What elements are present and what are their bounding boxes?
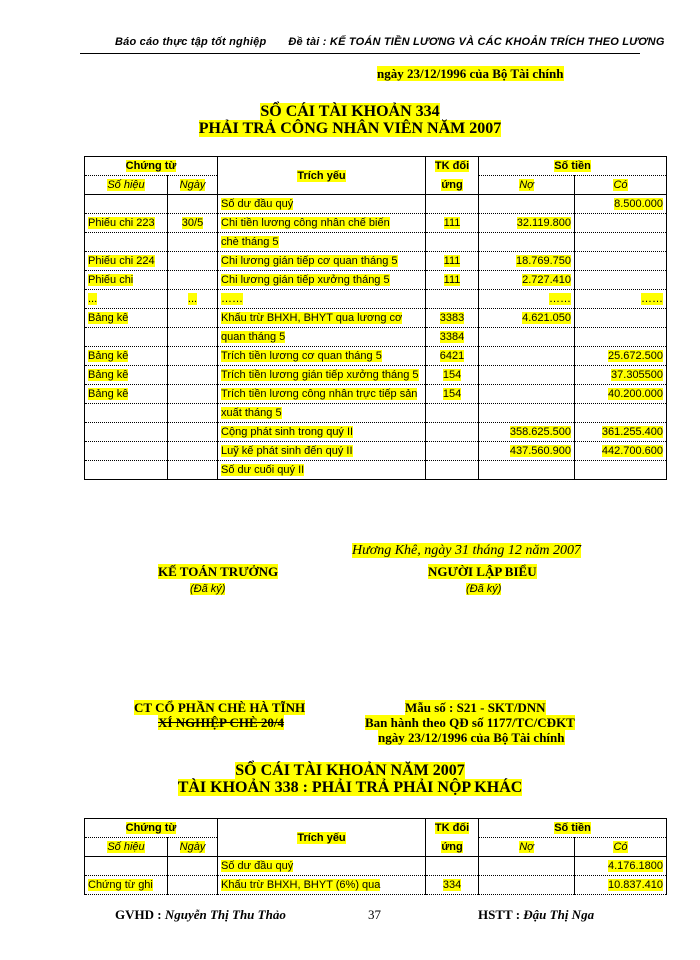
company-name: CT CỔ PHẦN CHÈ HÀ TĨNH xyxy=(134,700,306,715)
description: Trích tiền lương công nhân trực tiếp sản xyxy=(218,385,426,404)
voucher-number xyxy=(85,461,168,480)
voucher-date xyxy=(168,857,218,876)
ledger-338-table xyxy=(84,818,667,895)
contra-account: 3383 xyxy=(426,309,479,328)
debit-amount xyxy=(479,366,575,385)
table-row xyxy=(85,195,667,214)
description: Chi lương gián tiếp xưởng tháng 5 xyxy=(218,271,426,290)
credit-amount xyxy=(575,404,667,423)
col-date: Ngày xyxy=(168,176,218,195)
debit-amount: 358.625.500 xyxy=(479,423,575,442)
description: Trích tiền lương cơ quan tháng 5 xyxy=(218,347,426,366)
voucher-date xyxy=(168,328,218,347)
voucher-date xyxy=(168,404,218,423)
debit-amount xyxy=(479,385,575,404)
debit-amount: 32.119.800 xyxy=(479,214,575,233)
voucher-number: Bảng kê xyxy=(85,366,168,385)
description: xuất tháng 5 xyxy=(218,404,426,423)
credit-amount: 25.672.500 xyxy=(575,347,667,366)
col-number: Số hiệu xyxy=(85,838,168,857)
ledger-334-table xyxy=(84,156,667,480)
contra-account: 6421 xyxy=(426,347,479,366)
debit-amount xyxy=(479,233,575,252)
contra-account xyxy=(426,233,479,252)
decision-date-2: ngày 23/12/1996 của Bộ Tài chính xyxy=(378,730,565,745)
table-row xyxy=(85,271,667,290)
contra-account xyxy=(426,423,479,442)
chief-accountant-title: KẾ TOÁN TRƯỞNG xyxy=(158,564,279,579)
description: quan tháng 5 xyxy=(218,328,426,347)
preparer-signed: (Đã ký) xyxy=(466,583,502,595)
voucher-date xyxy=(168,366,218,385)
debit-amount xyxy=(479,404,575,423)
credit-amount: 4.176.1800 xyxy=(575,857,667,876)
topic-label: Đề tài : xyxy=(288,36,327,48)
voucher-date xyxy=(168,423,218,442)
topic-text: KẾ TOÁN TIỀN LƯƠNG VÀ CÁC KHOẢN TRÍCH THEO LƯƠNG xyxy=(329,36,665,48)
voucher-number xyxy=(85,328,168,347)
voucher-date: ... xyxy=(168,290,218,309)
description: Trích tiền lương gián tiếp xưởng tháng 5 xyxy=(218,366,426,385)
contra-account: 154 xyxy=(426,385,479,404)
voucher-date xyxy=(168,385,218,404)
credit-amount: 37.305500 xyxy=(575,366,667,385)
voucher-number xyxy=(85,857,168,876)
ledger-338-title: SỔ CÁI TÀI KHOẢN NĂM 2007 xyxy=(235,762,465,779)
credit-amount: 10.837.410 xyxy=(575,876,667,895)
contra-account: 154 xyxy=(426,366,479,385)
description: Khấu trừ BHXH, BHYT (6%) qua xyxy=(218,876,426,895)
table-row xyxy=(85,876,667,895)
ledger-338-subtitle: TÀI KHOẢN 338 : PHẢI TRẢ PHẢI NỘP KHÁC xyxy=(177,779,523,796)
table-row xyxy=(85,233,667,252)
contra-account: 334 xyxy=(426,876,479,895)
place-date: Hương Khê, ngày 31 tháng 12 năm 2007 xyxy=(352,543,581,558)
table-row xyxy=(85,290,667,309)
credit-amount: 40.200.000 xyxy=(575,385,667,404)
contra-account: 3384 xyxy=(426,328,479,347)
debit-amount xyxy=(479,876,575,895)
ledger-334-title: SỔ CÁI TÀI KHOẢN 334 xyxy=(260,103,440,120)
credit-amount xyxy=(575,214,667,233)
factory-name: XÍ NGHIỆP CHÈ 20/4 xyxy=(158,715,285,730)
voucher-number xyxy=(85,195,168,214)
page-header xyxy=(115,36,665,48)
table-row xyxy=(85,309,667,328)
voucher-number: Bảng kê xyxy=(85,309,168,328)
col-date: Ngày xyxy=(168,838,218,857)
voucher-number xyxy=(85,404,168,423)
col-account: TK đối xyxy=(426,157,479,176)
debit-amount xyxy=(479,328,575,347)
description: Số dư cuối quý II xyxy=(218,461,426,480)
contra-account xyxy=(426,442,479,461)
voucher-date xyxy=(168,271,218,290)
debit-amount: 437.560.900 xyxy=(479,442,575,461)
col-amount: Số tiền xyxy=(479,819,667,838)
credit-amount: 442.700.600 xyxy=(575,442,667,461)
description: Số dư đầu quý xyxy=(218,195,426,214)
voucher-number xyxy=(85,423,168,442)
col-amount: Số tiền xyxy=(479,157,667,176)
description: Chi tiền lương công nhân chế biến xyxy=(218,214,426,233)
contra-account: 111 xyxy=(426,271,479,290)
header-rule xyxy=(80,53,640,54)
voucher-number: ... xyxy=(85,290,168,309)
voucher-number: Phiếu chi 224 xyxy=(85,252,168,271)
voucher-date xyxy=(168,252,218,271)
page-number: 37 xyxy=(368,907,381,922)
voucher-number: Bảng kê xyxy=(85,347,168,366)
voucher-date: 30/5 xyxy=(168,214,218,233)
debit-amount: 4.621.050 xyxy=(479,309,575,328)
credit-amount: 361.255.400 xyxy=(575,423,667,442)
table-row xyxy=(85,857,667,876)
voucher-number: Phiếu chi xyxy=(85,271,168,290)
credit-amount xyxy=(575,233,667,252)
col-voucher: Chứng từ xyxy=(85,157,218,176)
contra-account xyxy=(426,290,479,309)
voucher-date xyxy=(168,876,218,895)
table-row xyxy=(85,347,667,366)
contra-account: 111 xyxy=(426,214,479,233)
col-description: Trích yếu xyxy=(218,819,426,857)
table-row xyxy=(85,442,667,461)
table-row xyxy=(85,328,667,347)
contra-account xyxy=(426,857,479,876)
description: Cộng phát sinh trong quý II xyxy=(218,423,426,442)
col-debit: Nợ xyxy=(479,838,575,857)
issued-by: Ban hành theo QĐ số 1177/TC/CĐKT xyxy=(365,715,575,730)
col-account-2: ứng xyxy=(426,176,479,195)
table-row xyxy=(85,404,667,423)
credit-amount xyxy=(575,328,667,347)
debit-amount: …… xyxy=(479,290,575,309)
ledger-334-subtitle: PHẢI TRẢ CÔNG NHÂN VIÊN NĂM 2007 xyxy=(198,120,502,137)
col-account: TK đối xyxy=(426,819,479,838)
description: Chi lương gián tiếp cơ quan tháng 5 xyxy=(218,252,426,271)
voucher-date xyxy=(168,309,218,328)
col-description: Trích yếu xyxy=(218,157,426,195)
debit-amount: 2.727.410 xyxy=(479,271,575,290)
voucher-date xyxy=(168,461,218,480)
voucher-date xyxy=(168,347,218,366)
debit-amount xyxy=(479,461,575,480)
contra-account xyxy=(426,461,479,480)
col-number: Số hiệu xyxy=(85,176,168,195)
decision-date-1: ngày 23/12/1996 của Bộ Tài chính xyxy=(377,66,564,81)
description: …… xyxy=(218,290,426,309)
col-debit: Nợ xyxy=(479,176,575,195)
contra-account: 111 xyxy=(426,252,479,271)
credit-amount xyxy=(575,252,667,271)
col-voucher: Chứng từ xyxy=(85,819,218,838)
chief-accountant-signed: (Đã ký) xyxy=(190,583,226,595)
credit-amount: …… xyxy=(575,290,667,309)
col-credit: Có xyxy=(575,176,667,195)
credit-amount xyxy=(575,461,667,480)
table-row xyxy=(85,366,667,385)
advisor: GVHD : Nguyễn Thị Thu Thảo xyxy=(115,907,286,922)
contra-account xyxy=(426,404,479,423)
voucher-date xyxy=(168,442,218,461)
col-credit: Có xyxy=(575,838,667,857)
debit-amount: 18.769.750 xyxy=(479,252,575,271)
description: Số dư đầu quý xyxy=(218,857,426,876)
table-row xyxy=(85,461,667,480)
table-row xyxy=(85,385,667,404)
debit-amount xyxy=(479,857,575,876)
voucher-number xyxy=(85,233,168,252)
debit-amount xyxy=(479,347,575,366)
voucher-date xyxy=(168,233,218,252)
col-account-2: ứng xyxy=(426,838,479,857)
description: Luỹ kế phát sinh đến quý II xyxy=(218,442,426,461)
report-label: Báo cáo thực tập tốt nghiệp xyxy=(115,36,267,48)
credit-amount xyxy=(575,271,667,290)
voucher-number: Phiếu chi 223 xyxy=(85,214,168,233)
voucher-date xyxy=(168,195,218,214)
description: Khấu trừ BHXH, BHYT qua lương cơ xyxy=(218,309,426,328)
description: chè tháng 5 xyxy=(218,233,426,252)
student: HSTT : Đậu Thị Nga xyxy=(478,907,595,922)
debit-amount xyxy=(479,195,575,214)
preparer-title: NGƯỜI LẬP BIỂU xyxy=(428,564,537,579)
voucher-number: Bảng kê xyxy=(85,385,168,404)
form-number: Mẫu số : S21 - SKT/DNN xyxy=(405,700,546,715)
table-row xyxy=(85,252,667,271)
table-row xyxy=(85,214,667,233)
contra-account xyxy=(426,195,479,214)
voucher-number xyxy=(85,442,168,461)
table-row xyxy=(85,423,667,442)
credit-amount xyxy=(575,309,667,328)
voucher-number: Chứng từ ghi xyxy=(85,876,168,895)
credit-amount: 8.500.000 xyxy=(575,195,667,214)
